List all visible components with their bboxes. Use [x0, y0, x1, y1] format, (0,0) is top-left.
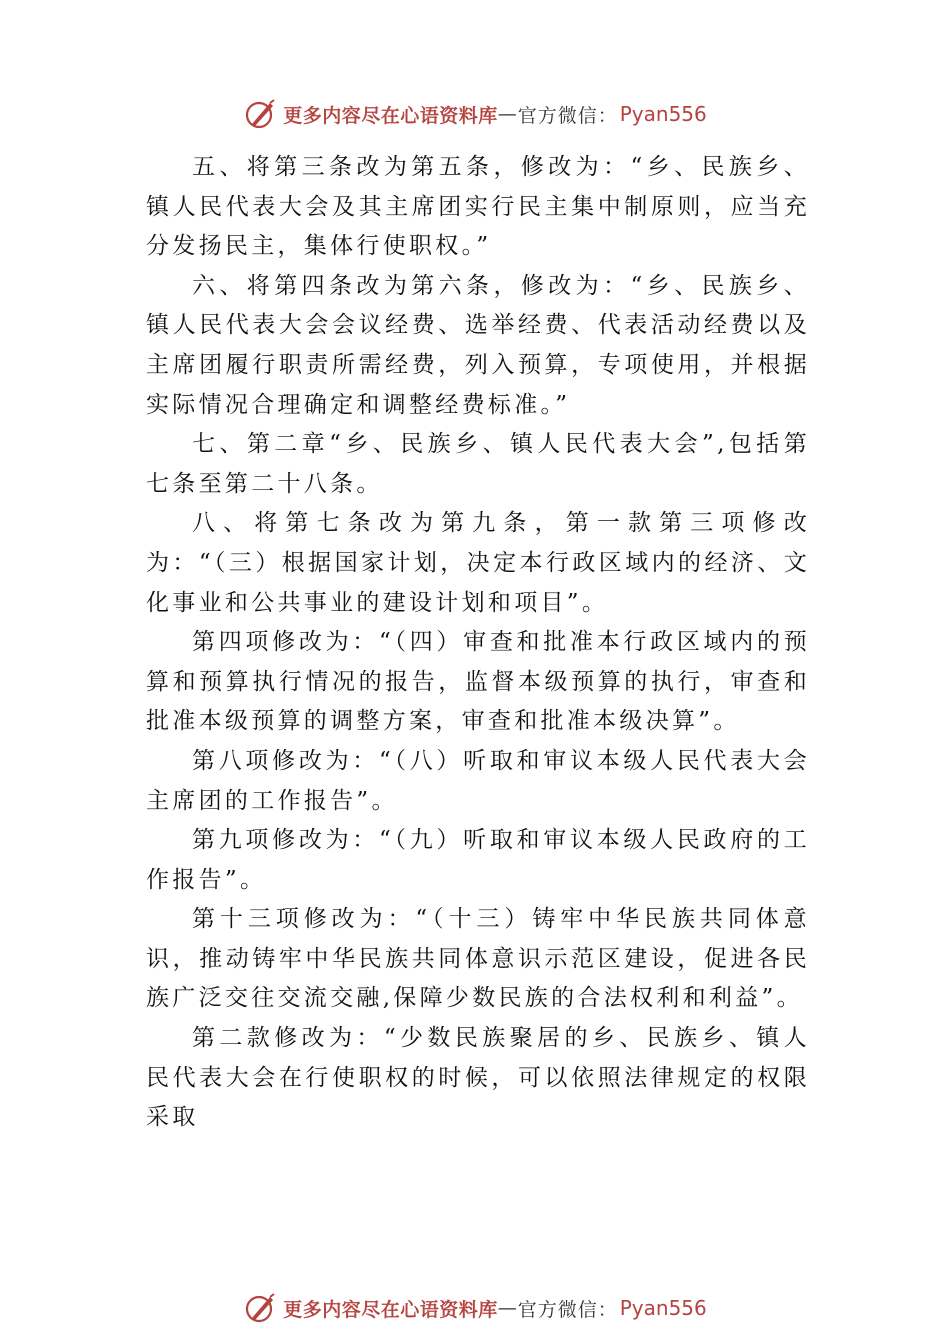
paragraph: 五、将第三条改为第五条，修改为：“乡、民族乡、镇人民代表大会及其主席团实行民主集中制原则，应当充分发扬民主，集体行使职权。” [146, 154, 810, 260]
banner-wechat-label: 官方微信： [517, 1298, 618, 1321]
quill-pen-icon [243, 1291, 277, 1325]
paragraph: 第八项修改为：“（八）听取和审议本级人民代表大会主席团的工作报告”。 [146, 747, 810, 814]
banner-dash: — [497, 1297, 518, 1319]
paragraph: 六、将第四条改为第六条，修改为：“乡、民族乡、镇人民代表大会会议经费、选举经费、代表活动经费以及主席团履行职责所需经费，列入预算，专项使用，并根据实际情况合理确定和调整经费标准。” [146, 272, 810, 418]
document-body [146, 148, 810, 1138]
banner-wechat-label: 官方微信： [517, 104, 618, 127]
banner-site-name: 更多内容尽在心语资料库 [283, 104, 498, 127]
banner-wechat-id: Pyan556 [619, 102, 707, 126]
paragraph: 第二款修改为：“少数民族聚居的乡、民族乡、镇人民代表大会在行使职权的时候，可以依照法律规定的权限采取 [146, 1025, 810, 1131]
header-watermark-banner [0, 94, 950, 134]
paragraph: 第四项修改为：“（四）审查和批准本行政区域内的预算和预算执行情况的报告，监督本级预算的执行，审查和批准本级预算的调整方案，审查和批准本级决算”。 [146, 629, 810, 735]
quill-pen-icon [243, 97, 277, 131]
paragraph: 第十三项修改为：“（十三）铸牢中华民族共同体意识，推动铸牢中华民族共同体意识示范区建设，促进各民族广泛交往交流交融,保障少数民族的合法权利和利益”。 [146, 906, 810, 1012]
banner-dash: — [497, 103, 518, 125]
banner-wechat-id: Pyan556 [619, 1296, 707, 1320]
footer-watermark-banner [0, 1288, 950, 1328]
banner-site-name: 更多内容尽在心语资料库 [283, 1298, 498, 1321]
paragraph: 第九项修改为：“（九）听取和审议本级人民政府的工作报告”。 [146, 827, 810, 893]
paragraph: 八、将第七条改为第九条，第一款第三项修改为：“（三）根据国家计划，决定本行政区域内的经济、文化事业和公共事业的建设计划和项目”。 [146, 510, 810, 616]
paragraph: 七、第二章“乡、民族乡、镇人民代表大会”,包括第七条至第二十八条。 [146, 431, 810, 497]
